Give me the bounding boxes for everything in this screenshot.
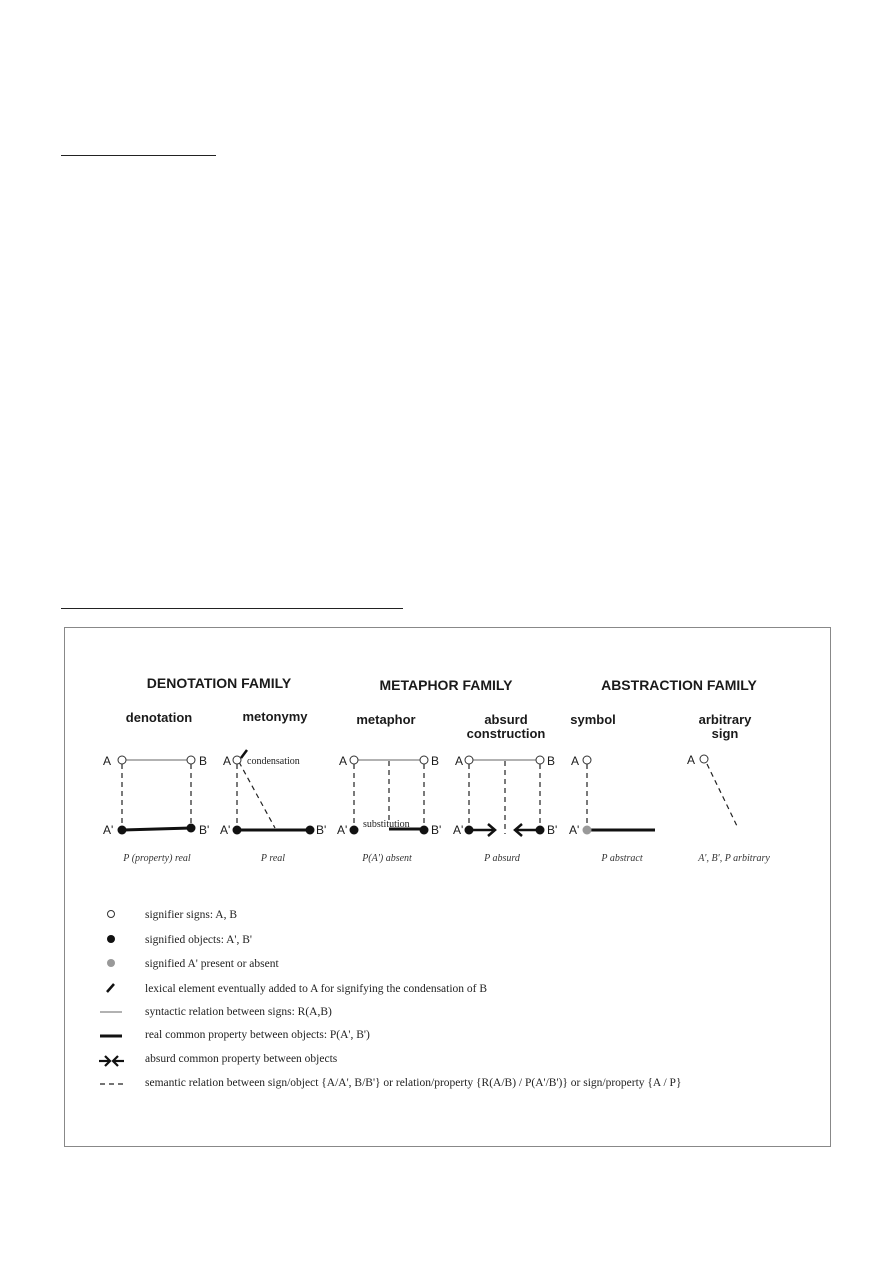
node-label-b-prime: B': [316, 823, 327, 837]
diagram-title-symbol: symbol: [570, 712, 616, 727]
diagram-title-arbitrary-line2: sign: [711, 726, 739, 741]
diagram-title-metaphor: metaphor: [356, 712, 416, 727]
semantic-relation-dashed: [239, 762, 275, 828]
semantic-relation-dashed: [707, 764, 737, 826]
legend-item-1: signifier signs: A, B: [145, 909, 238, 921]
legend-item-2: signified objects: A', B': [145, 934, 252, 946]
denotation-diagram: [103, 754, 209, 864]
signifier-sign-a: [583, 756, 591, 764]
arbitrary-sign-diagram: [687, 753, 770, 864]
node-label-a: A: [455, 754, 464, 768]
node-label-b: B: [547, 754, 556, 768]
symbol-diagram: [569, 754, 655, 864]
signified-object-a-prime: [118, 826, 127, 835]
semiotic-diagram-figure: [64, 627, 831, 1147]
legend-item-3: signified A' present or absent: [145, 958, 279, 970]
real-property-line: [122, 828, 191, 830]
node-label-a-prime: A': [569, 823, 580, 837]
node-label-a-prime: A': [453, 823, 464, 837]
diagram-title-metonymy: metonymy: [242, 709, 308, 724]
diagram-caption-symbol: P abstract: [601, 853, 643, 864]
node-label-b-prime: B': [547, 823, 558, 837]
annotation-condensation: condensation: [247, 756, 300, 767]
node-label-b: B: [199, 754, 208, 768]
legend-open-circle-icon: [108, 911, 115, 918]
family-title-denotation: DENOTATION FAMILY: [146, 675, 292, 691]
node-label-a: A: [103, 754, 112, 768]
node-label-b-prime: B': [431, 823, 442, 837]
legend-tick-icon: [107, 984, 114, 992]
metonymy-diagram: [220, 750, 326, 864]
signifier-sign-a: [700, 755, 708, 763]
diagram-title-denotation: denotation: [125, 710, 193, 725]
signified-object-a-prime: [465, 826, 474, 835]
diagram-caption-absurd: P absurd: [484, 853, 520, 864]
signifier-sign-a: [233, 756, 241, 764]
legend-item-5: syntactic relation between signs: R(A,B): [145, 1006, 332, 1018]
diagram-canvas: [65, 628, 832, 1148]
legend: [99, 909, 681, 1089]
signified-object-a-prime: [350, 826, 359, 835]
legend-item-8: semantic relation between sign/object {A/A', B/B'} or relation/property {R(A/B) / P(A'/B')} or sign/property {A / P}: [145, 1077, 682, 1089]
node-label-a: A: [223, 754, 232, 768]
diagram-caption-arbitrary: A', B', P arbitrary: [698, 853, 770, 864]
node-label-a: A: [571, 754, 580, 768]
family-title-metaphor: METAPHOR FAMILY: [379, 677, 513, 693]
signified-object-b-prime: [536, 826, 545, 835]
section-underline-1: [61, 155, 216, 156]
signifier-sign-b: [420, 756, 428, 764]
signified-object-b-prime: [306, 826, 315, 835]
node-label-a-prime: A': [337, 823, 348, 837]
signified-object-b-prime: [420, 826, 429, 835]
diagram-title-absurd-line2: construction: [466, 726, 546, 741]
legend-item-6: real common property between objects: P(A', B'): [145, 1029, 370, 1041]
node-label-a: A: [687, 753, 696, 767]
legend-item-4: lexical element eventually added to A for signifying the condensation of B: [145, 983, 488, 995]
signified-object-b-prime: [187, 824, 196, 833]
signifier-sign-b: [536, 756, 544, 764]
annotation-substitution: substitution: [363, 819, 410, 830]
absurd-construction-diagram: [453, 754, 557, 864]
legend-grey-circle-icon: [107, 959, 115, 967]
signifier-sign-b: [187, 756, 195, 764]
signified-object-a-prime: [233, 826, 242, 835]
section-underline-2: [61, 608, 403, 609]
node-label-a-prime: A': [220, 823, 231, 837]
node-label-a-prime: A': [103, 823, 114, 837]
signified-a-prime-present-or-absent: [583, 826, 592, 835]
node-label-a: A: [339, 754, 348, 768]
node-label-b-prime: B': [199, 823, 210, 837]
legend-converging-arrows-icon: [99, 1056, 124, 1066]
signifier-sign-a: [350, 756, 358, 764]
family-title-abstraction: ABSTRACTION FAMILY: [601, 677, 757, 693]
node-label-b: B: [431, 754, 440, 768]
diagram-caption-denotation: P (property) real: [123, 853, 191, 864]
diagram-title-arbitrary-line1: arbitrary: [698, 712, 752, 727]
metaphor-diagram: [337, 754, 441, 864]
legend-filled-circle-icon: [107, 935, 115, 943]
legend-item-7: absurd common property between objects: [145, 1053, 338, 1065]
signifier-sign-a: [118, 756, 126, 764]
diagram-title-absurd-line1: absurd: [484, 712, 528, 727]
signifier-sign-a: [465, 756, 473, 764]
diagram-caption-metonymy: P real: [260, 853, 286, 864]
diagram-caption-metaphor: P(A') absent: [362, 853, 412, 864]
